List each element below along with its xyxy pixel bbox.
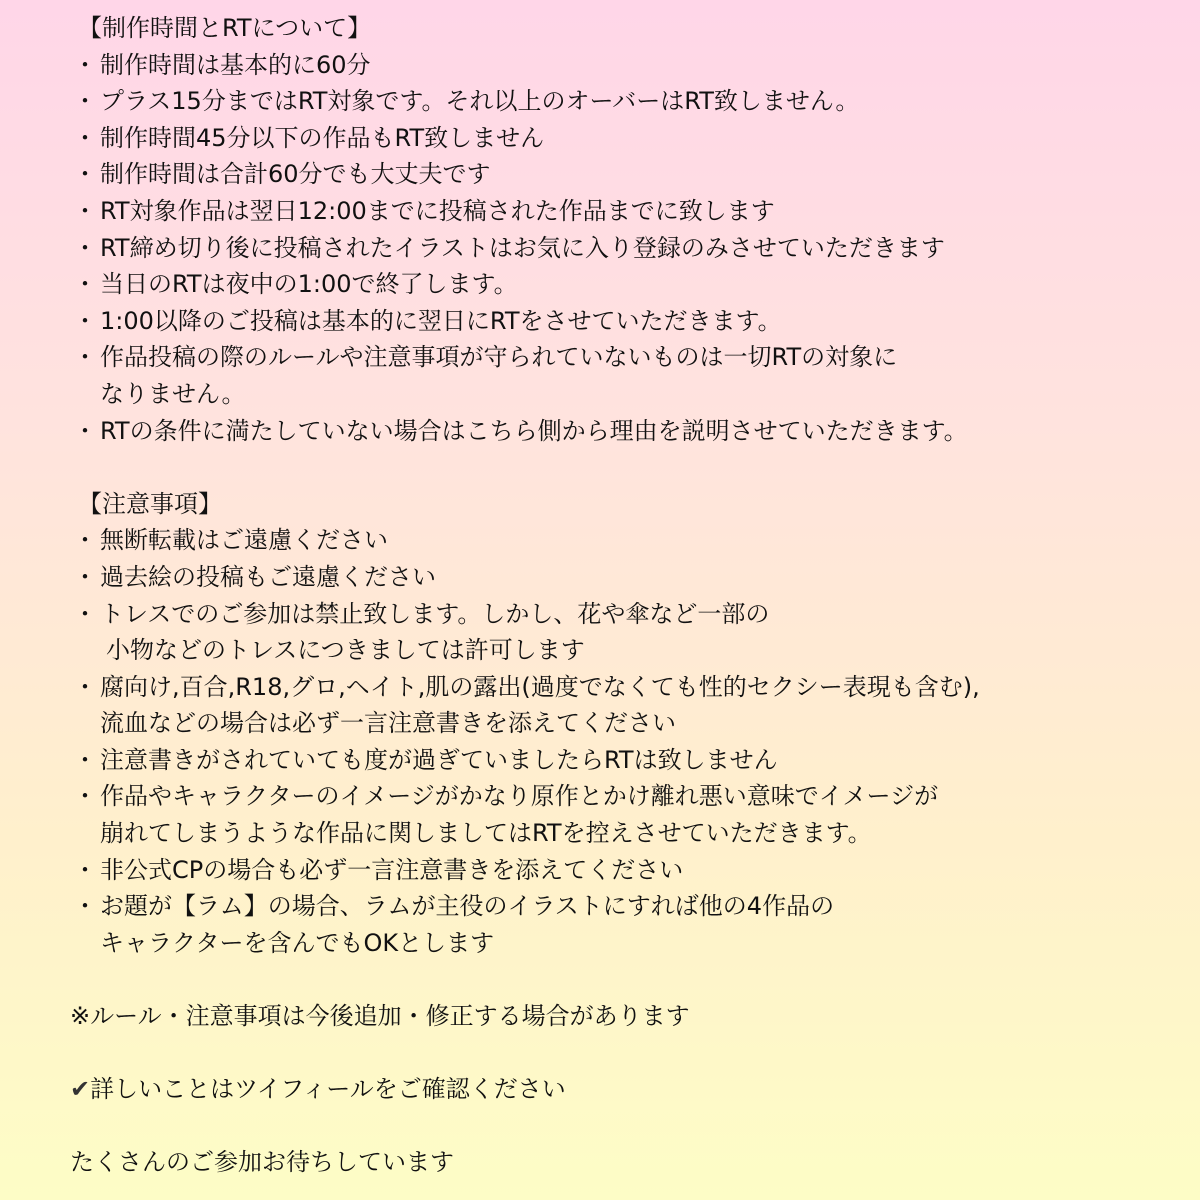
bullet-mark: ・: [73, 270, 97, 299]
list-item: ・ 過去絵の投稿もご遠慮ください: [70, 559, 1200, 596]
list-item: ・ RT締め切り後に投稿されたイラストはお気に入り登録のみさせていただきます: [70, 230, 1200, 267]
list-item: ・ トレスでのご参加は禁止致します。しかし、花や傘など一部の: [70, 596, 1200, 633]
bullet-mark: ・: [73, 892, 97, 921]
list-item-continuation: 流血などの場合は必ず一言注意書きを添えてください: [100, 709, 676, 738]
list-item: ・ 制作時間は合計60分でも大丈夫です: [70, 156, 1200, 193]
section-title-time-rt: 【制作時間とRTについて】: [78, 14, 372, 42]
list-item: ・ プラス15分まではRT対象です。それ以上のオーバーはRT致しません。: [70, 83, 1200, 120]
bullet-mark: ・: [73, 599, 97, 628]
section-title-cautions: 【注意事項】: [78, 489, 222, 518]
list-item: ・ 制作時間は基本的に60分: [70, 47, 1200, 84]
section-cautions-list: [70, 522, 1200, 961]
list-item: ・ 制作時間45分以下の作品もRT致しません: [70, 120, 1200, 157]
list-item: ・ お題が【ラム】の場合、ラムが主役のイラストにすれば他の4作品の: [70, 888, 1200, 925]
bullet-mark: ・: [73, 672, 97, 701]
list-item-continuation: なりません。: [100, 379, 246, 408]
bullet-mark: ・: [73, 50, 97, 79]
spacer: [70, 1108, 1200, 1145]
section-time-rt-list: [70, 47, 1200, 450]
bullet-mark: ・: [73, 343, 97, 372]
list-item: ・ 無断転載はご遠慮ください: [70, 522, 1200, 559]
bullet-mark: ・: [73, 526, 97, 555]
spacer: [70, 1035, 1200, 1072]
list-item: ・ RTの条件に満たしていない場合はこちら側から理由を説明させていただきます。: [70, 413, 1200, 450]
bullet-mark: ・: [73, 416, 97, 445]
bullet-mark: ・: [73, 123, 97, 152]
list-item: ・ 1:00以降のご投稿は基本的に翌日にRTをさせていただきます。: [70, 303, 1200, 340]
list-item-continuation: 崩れてしまうような作品に関しましてはRTを控えさせていただきます。: [100, 819, 872, 848]
list-item: ・ 注意書きがされていても度が過ぎていましたらRTは致しません: [70, 742, 1200, 779]
spacer: [70, 449, 1200, 486]
details-note-text: 詳しいことはツイフィールをご確認ください: [90, 1075, 566, 1104]
list-item: ・ 作品投稿の際のルールや注意事項が守られていないものは一切RTの対象に: [70, 339, 1200, 376]
bullet-mark: ・: [73, 745, 97, 774]
list-item: ・ 腐向け,百合,R18,グロ,ヘイト,肌の露出(過度でなくても性的セクシー表現も含む),: [70, 669, 1200, 706]
closing-message: たくさんのご参加お待ちしています: [70, 1148, 454, 1177]
details-note: [70, 1071, 1200, 1108]
bullet-mark: ・: [73, 306, 97, 335]
bullet-mark: ・: [73, 87, 97, 116]
list-item: ・ RT対象作品は翌日12:00までに投稿された作品までに致します: [70, 193, 1200, 230]
list-item: ・ 当日のRTは夜中の1:00で終了します。: [70, 266, 1200, 303]
bullet-mark: ・: [73, 782, 97, 811]
bullet-mark: ・: [73, 233, 97, 262]
spacer: [70, 961, 1200, 998]
bullet-mark: ・: [73, 160, 97, 189]
bullet-mark: ・: [73, 855, 97, 884]
bullet-mark: ・: [73, 562, 97, 591]
list-item-continuation: キャラクターを含んでもOKとします: [100, 928, 495, 957]
list-item-continuation: 小物などのトレスにつきましては許可します: [106, 636, 585, 665]
bullet-mark: ・: [73, 196, 97, 225]
list-item: ・ 作品やキャラクターのイメージがかなり原作とかけ離れ悪い意味でイメージが: [70, 778, 1200, 815]
revision-note: ※ルール・注意事項は今後追加・修正する場合があります: [70, 1002, 690, 1031]
list-item: ・ 非公式CPの場合も必ず一言注意書きを添えてください: [70, 852, 1200, 889]
check-icon: ✔: [70, 1075, 91, 1104]
